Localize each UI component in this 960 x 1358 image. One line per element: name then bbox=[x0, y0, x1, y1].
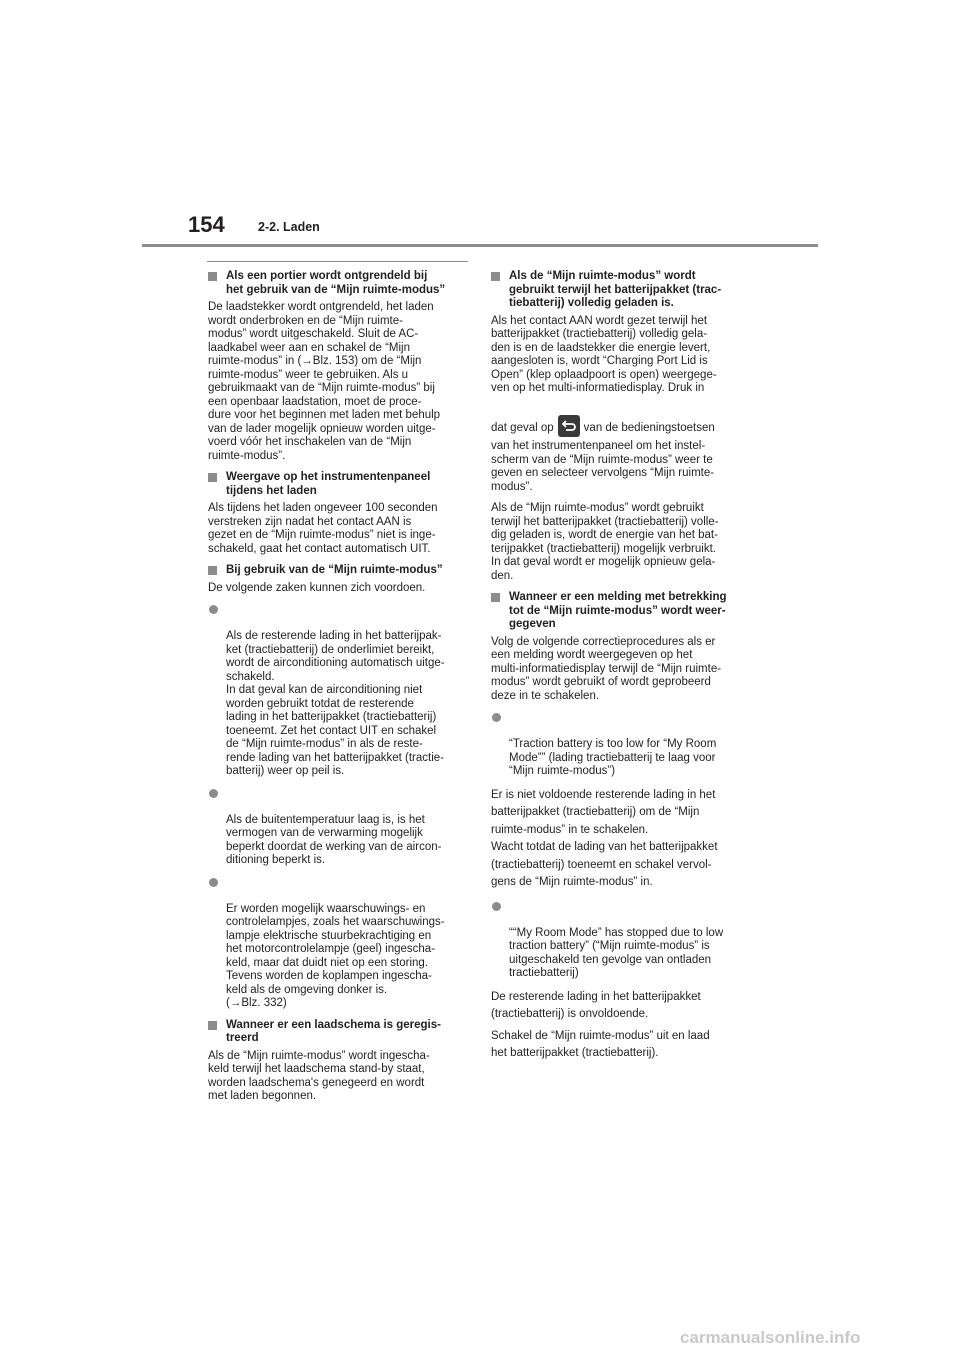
heading-text: Als de “Mijn ruimte-modus” wordt gebruikt terwijl het batterijpakket (trac- tiebatterij) volledig geladen is. bbox=[509, 270, 722, 309]
heading-instrument-panel bbox=[208, 471, 466, 498]
paragraph: Volg de volgende correctieprocedures als er een melding wordt weergegeven op het multi-informatiedisplay terwijl de “Mijn ruimte- modus” wordt gebruikt of wordt geprobeerd deze in te schakelen. bbox=[491, 635, 722, 702]
paragraph: Schakel de “Mijn ruimte-modus” uit en laad het batterijpakket (tractiebatterij). bbox=[491, 1029, 710, 1059]
list-item-text: Er worden mogelijk waarschuwings- en controlelampjes, zoals het waarschuwings- lampje elektrische stuurbekrachtiging en het motorcontrolelampje (geel) ingescha- keld, maar dat duidt niet op een storing. Tevens worden de koplampen ingescha- keld als de omgeving donker is. (→Blz. 332) bbox=[226, 902, 445, 1009]
paragraph: Als de “Mijn ruimte-modus” wordt gebruikt terwijl het batterijpakket (tractiebatterij) volle- dig geladen is, wordt de energie van het bat- terijpakket (tractiebatterij) mogelijk verbruikt. In dat geval wordt er mogelijk opnieuw gela- den. bbox=[491, 502, 719, 582]
heading-text: Wanneer er een melding met betrekking tot de “Mijn ruimte-modus” wordt weer- gegeven bbox=[509, 591, 727, 630]
square-bullet-icon bbox=[208, 566, 217, 575]
list-item-text: ““My Room Mode” has stopped due to low traction battery” (“Mijn ruimte-modus” is uitgeschakeld ten gevolge van ontladen tractiebatterij) bbox=[509, 926, 724, 979]
heading-charging-schedule bbox=[208, 1019, 466, 1046]
square-bullet-icon bbox=[208, 1021, 217, 1030]
list-item-text: “Traction battery is too low for “My Room Mode”” (lading tractiebatterij te laag voor “Mijn ruimte-modus”) bbox=[509, 738, 717, 777]
list-item bbox=[208, 603, 466, 779]
paragraph: De resterende lading in het batterijpakket (tractiebatterij) is onvoldoende. bbox=[491, 990, 701, 1020]
section-title: 2-2. Laden bbox=[258, 220, 320, 234]
paragraph: De volgende zaken kunnen zich voordoen. bbox=[208, 581, 426, 594]
square-bullet-icon bbox=[208, 473, 217, 482]
heading-text: Bij gebruik van de “Mijn ruimte-modus” bbox=[226, 564, 443, 576]
paragraph: Er is niet voldoende resterende lading in het batterijpakket (tractiebatterij) om de “Mijn ruimte-modus” in te schakelen. bbox=[491, 788, 716, 836]
paragraph: De laadstekker wordt ontgrendeld, het laden wordt onderbroken en de “Mijn ruimte- modus” wordt uitgeschakeld. Sluit de AC- laadkabel weer aan en schakel de “Mijn ruimte-modus” in (→Blz. 153) om de “Mijn ruimte-modus” weer te gebruiken. Als u gebruikmaakt van de “Mijn ruimte-modus” bij een openbaar laadstation, moet de proce- dure voor het beginnen met laden met behulp van de lader mogelijk opnieuw worden uitge- voerd vóór het inschakelen van de “Mijn ruimte-modus”. bbox=[208, 301, 441, 462]
back-arrow-icon bbox=[558, 415, 580, 437]
circle-bullet-icon bbox=[492, 902, 501, 911]
square-bullet-icon bbox=[491, 272, 500, 281]
list-item-text: Als de resterende lading in het batterijpak- ket (tractiebatterij) de onderlimiet bereikt, wordt de airconditioning automatisch uitge- schakeld. In dat geval kan de airconditioning niet worden gebruikt totdat de resterende lading in het batterijpakket (tractiebatterij) toeneemt. Zet het contact UIT en schakel de “Mijn ruimte-modus” in als de reste- rende lading van het batterijpakket (tractie- batterij) weer op peil is. bbox=[226, 630, 445, 777]
watermark: carmanualsonline.info bbox=[680, 1328, 861, 1347]
list-item-text: Als de buitentemperatuur laag is, is het vermogen van de verwarming mogelijk beperkt doordat de werking van de aircon- ditioning beperkt is. bbox=[226, 813, 442, 866]
heading-message-displayed bbox=[491, 591, 749, 632]
square-bullet-icon bbox=[491, 593, 500, 602]
heading-text: Wanneer er een laadschema is geregis- treerd bbox=[226, 1018, 441, 1044]
circle-bullet-icon bbox=[209, 605, 218, 614]
paragraph: van het instrumentenpaneel om het instel- scherm van de “Mijn ruimte-modus” weer te geven en selecteer vervolgens “Mijn ruimte- modus”. bbox=[491, 440, 715, 493]
list-item bbox=[208, 787, 466, 868]
paragraph: Als het contact AAN wordt gezet terwijl het batterijpakket (tractiebatterij) volledig gela- den is en de laadstekker die energie levert, aangesloten is, wordt “Charging Port Lid is Open” (klep oplaadpoort is open) weergege- ven op het multi-informatiedisplay. Druk in bbox=[491, 314, 717, 394]
circle-bullet-icon bbox=[209, 878, 218, 887]
header-rule bbox=[142, 244, 818, 247]
circle-bullet-icon bbox=[209, 789, 218, 798]
paragraph-with-icon bbox=[491, 402, 749, 438]
paragraph: Wacht totdat de lading van het batterijpakket (tractiebatterij) toeneemt en schakel vervol- gens de “Mijn ruimte-modus” in. bbox=[491, 841, 718, 888]
text-fragment: van de bedieningstoetsen bbox=[583, 422, 715, 434]
square-bullet-icon bbox=[208, 272, 217, 281]
text-fragment: dat geval op bbox=[491, 422, 554, 434]
circle-bullet-icon bbox=[492, 713, 501, 722]
paragraph: Als tijdens het laden ongeveer 100 seconden verstreken zijn nadat het contact AAN is gezet en de “Mijn ruimte-modus” niet is inge- schakeld, gaat het contact automatisch UIT. bbox=[208, 502, 438, 555]
paragraph: Als de “Mijn ruimte-modus” wordt ingescha- keld terwijl het laadschema stand-by staat, worden laadschema's genegeerd en wordt met laden begonnen. bbox=[208, 1049, 430, 1102]
left-column bbox=[208, 270, 466, 1112]
list-item bbox=[491, 711, 749, 779]
heading-text: Als een portier wordt ontgrendeld bij het gebruik van de “Mijn ruimte-modus” bbox=[226, 270, 446, 296]
column-rule bbox=[207, 261, 468, 262]
heading-using-my-room-mode bbox=[208, 564, 466, 578]
list-item bbox=[491, 900, 749, 981]
heading-door-unlocked bbox=[208, 270, 466, 297]
heading-text: Weergave op het instrumentenpaneel tijdens het laden bbox=[226, 471, 431, 497]
page-number: 154 bbox=[188, 212, 225, 237]
list-item bbox=[208, 876, 466, 1011]
right-column bbox=[491, 270, 749, 1063]
heading-fully-charged bbox=[491, 270, 749, 311]
